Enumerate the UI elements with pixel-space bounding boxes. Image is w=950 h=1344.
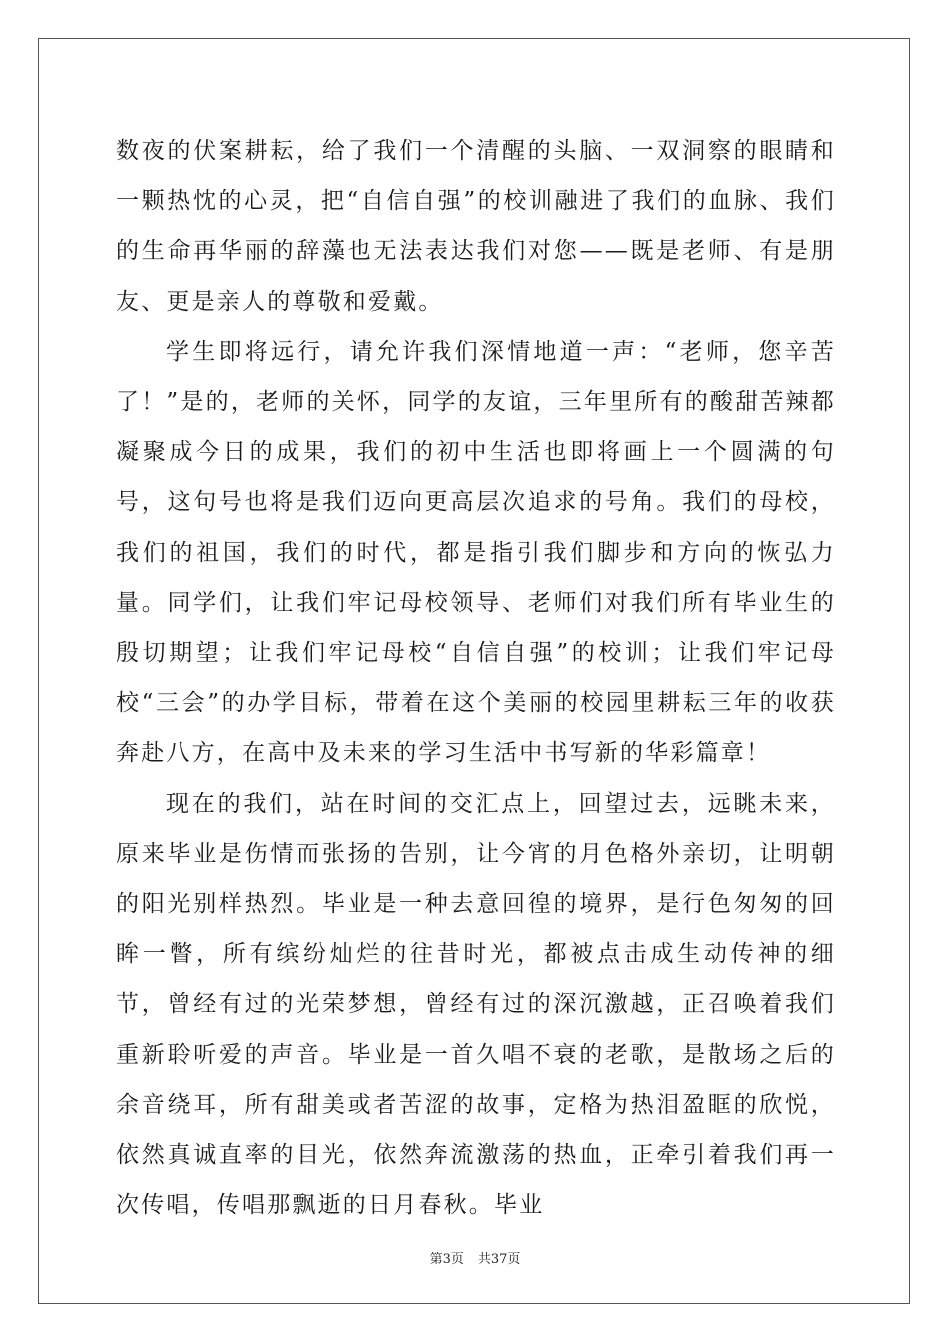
paragraph-3: 现在的我们，站在时间的交汇点上，回望过去，远眺未来，原来毕业是伤情而张扬的告别，让今宵的月色格外亲切，让明朝的阳光别样热烈。毕业是一种去意回徨的境界，是行色匆匆的回眸一瞥，所有缤纷灿烂的往昔时光，都被点击成生动传神的细节，曾经有过的光荣梦想，曾经有过的深沉激越，正召唤着我们重新聆听爱的声音。毕业是一首久唱不衰的老歌，是散场之后的余音绕耳，所有甜美或者苦涩的故事，定格为热泪盈眶的欣悦，依然真诚直率的目光，依然奔流激荡的热血，正牵引着我们再一次传唱，传唱那飘逝的日月春秋。毕业 [116, 790, 836, 1219]
page-footer [0, 1248, 950, 1267]
paragraph-2: 学生即将远行，请允许我们深情地道一声：“老师，您辛苦了！”是的，老师的关怀，同学的友谊，三年里所有的酸甜苦辣都凝聚成今日的成果，我们的初中生活也即将画上一个圆满的句号，这句号也将是我们迈向更高层次追求的号角。我们的母校，我们的祖国，我们的时代，都是指引我们脚步和方向的恢弘力量。同学们，让我们牢记母校领导、老师们对我们所有毕业生的殷切期望；让我们牢记母校“自信自强”的校训；让我们牢记母校“三会”的办学目标，带着在这个美丽的校园里耕耘三年的收获奔赴八方，在高中及未来的学习生活中书写新的华彩篇章！ [116, 338, 836, 767]
page-number: 第3页 [429, 1252, 464, 1267]
paragraph-1: 数夜的伏案耕耘，给了我们一个清醒的头脑、一双洞察的眼睛和一颗热忱的心灵，把“自信自强”的校训融进了我们的血脉、我们的生命再华丽的辞藻也无法表达我们对您——既是老师、有是朋友、更是亲人的尊敬和爱戴。 [116, 138, 836, 315]
page-total: 共37页 [477, 1252, 521, 1267]
document-body [116, 126, 836, 1230]
